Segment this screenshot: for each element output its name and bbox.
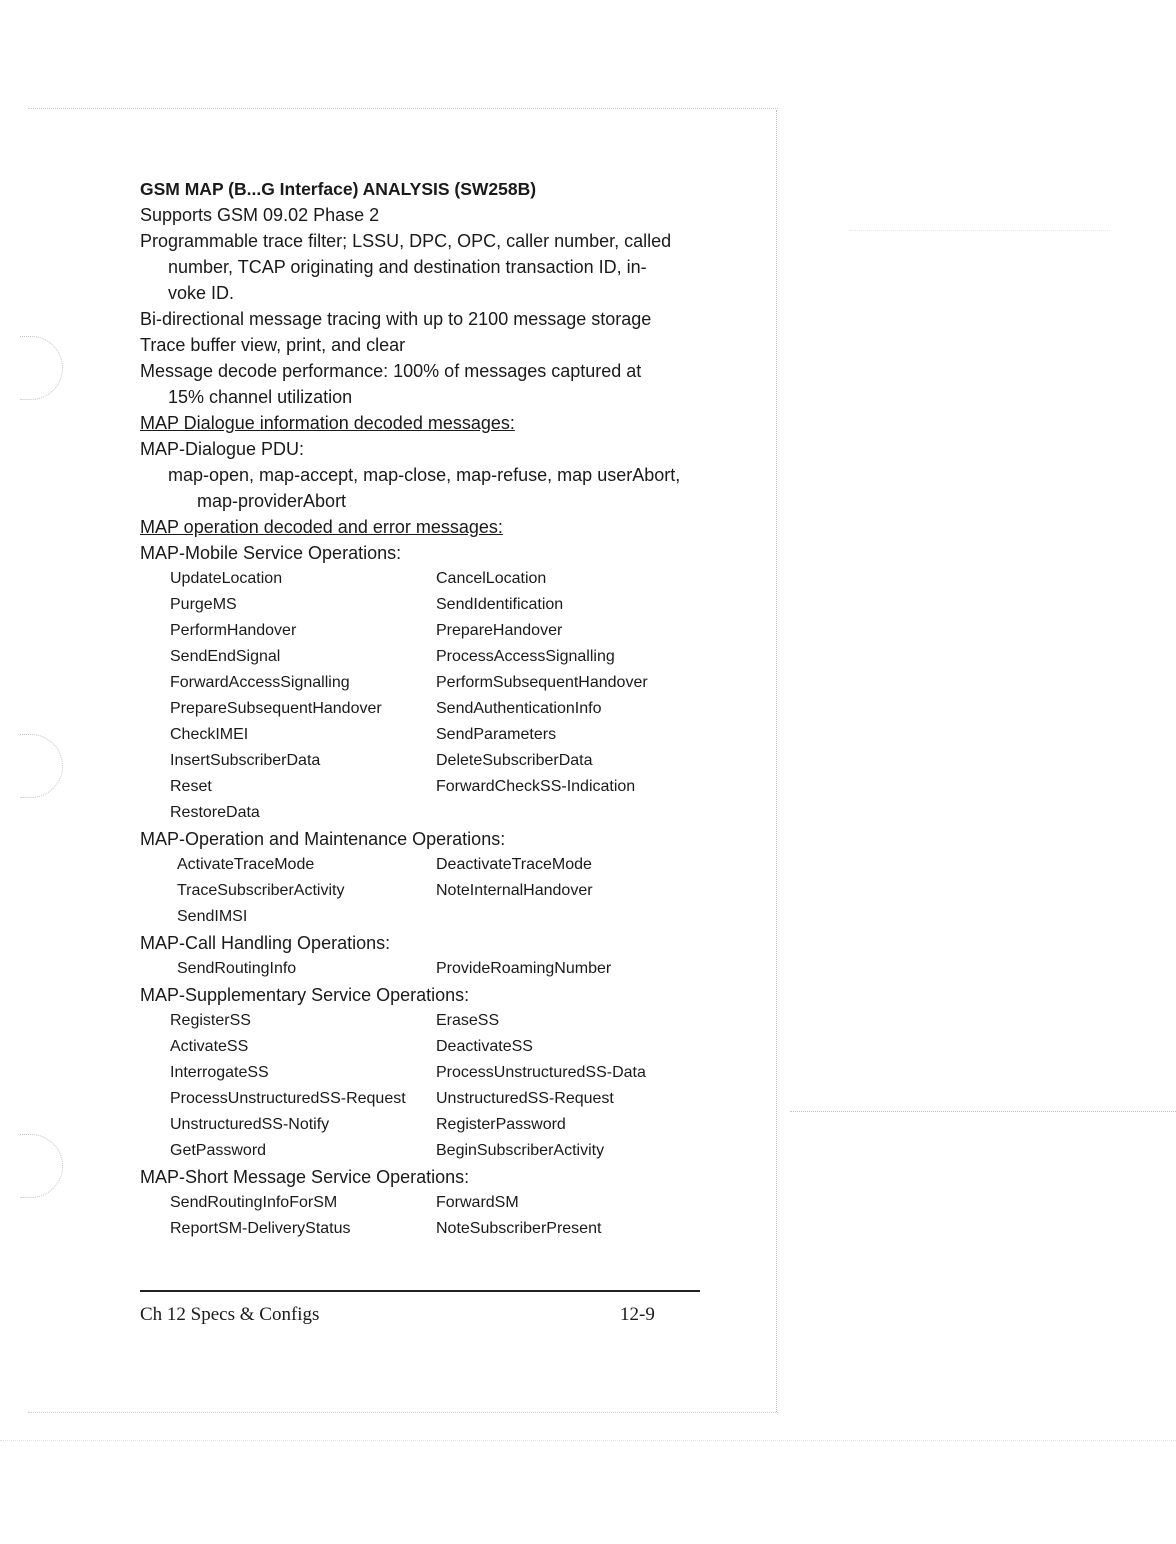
operation-name: GetPassword (170, 1142, 267, 1159)
operation-name: ProcessUnstructuredSS-Data (436, 1064, 646, 1081)
operation-name: EraseSS (436, 1012, 500, 1029)
operation-group-label: MAP-Operation and Maintenance Operations: (140, 829, 506, 849)
operation-row (140, 748, 700, 774)
operation-row (140, 1034, 700, 1060)
operation-name: CancelLocation (436, 570, 547, 587)
operation-name: RestoreData (170, 804, 260, 821)
operation-group-label: MAP-Supplementary Service Operations: (140, 985, 470, 1005)
operation-name: DeactivateTraceMode (436, 856, 592, 873)
operation-row (140, 1112, 700, 1138)
footer-chapter: Ch 12 Specs & Configs (140, 1304, 320, 1325)
dialogue-pdu-label: MAP-Dialogue PDU: (140, 439, 305, 459)
scan-artifact-line (790, 1111, 1176, 1112)
operation-name: SendParameters (436, 726, 557, 743)
operation-name: ForwardSM (436, 1194, 519, 1211)
operation-row (140, 1060, 700, 1086)
operation-row (140, 722, 700, 748)
operation-name: BeginSubscriberActivity (436, 1142, 605, 1159)
operation-name: SendIdentification (436, 596, 564, 613)
operation-name: ProcessUnstructuredSS-Request (170, 1090, 406, 1107)
operation-row (140, 592, 700, 618)
intro-line: number, TCAP originating and destination transaction ID, in- (168, 257, 647, 277)
intro-line: Programmable trace filter; LSSU, DPC, OPC, caller number, called (140, 231, 672, 251)
operation-name: SendAuthenticationInfo (436, 700, 602, 717)
operation-name: DeactivateSS (436, 1038, 533, 1055)
operation-name: ForwardCheckSS-Indication (436, 778, 636, 795)
operation-group-label: MAP-Mobile Service Operations: (140, 543, 402, 563)
operation-row (140, 1086, 700, 1112)
operations-groups (140, 540, 700, 1242)
intro-section (140, 202, 700, 410)
dialogue-pdu-line: map-open, map-accept, map-close, map-refuse, map userAbort, (168, 465, 681, 485)
operation-row (140, 878, 700, 904)
intro-line: Message decode performance: 100% of messages captured at (140, 361, 642, 381)
operation-row (140, 800, 700, 826)
intro-line: 15% channel utilization (168, 387, 353, 407)
operation-name: PrepareHandover (436, 622, 563, 639)
page-content (140, 176, 700, 1242)
operation-name: PerformHandover (170, 622, 297, 639)
intro-line: Trace buffer view, print, and clear (140, 335, 406, 355)
operation-row (140, 956, 700, 982)
intro-line: Supports GSM 09.02 Phase 2 (140, 205, 380, 225)
operation-row (140, 1190, 700, 1216)
operation-name: Reset (170, 778, 212, 795)
intro-line: voke ID. (168, 283, 235, 303)
operation-name: PerformSubsequentHandover (436, 674, 648, 691)
operation-name: ReportSM-DeliveryStatus (170, 1220, 351, 1237)
operation-row (140, 696, 700, 722)
operation-group-label: MAP-Call Handling Operations: (140, 933, 391, 953)
operation-row (140, 852, 700, 878)
scan-edge-line (0, 1440, 1176, 1441)
operation-row (140, 670, 700, 696)
operation-row (140, 1138, 700, 1164)
operation-group-label: MAP-Short Message Service Operations: (140, 1167, 470, 1187)
footer-rule (140, 1290, 700, 1292)
dialogue-pdu-line: map-providerAbort (197, 491, 347, 511)
binder-hole-icon (20, 734, 63, 798)
binder-hole-icon (20, 336, 63, 400)
operation-name: UnstructuredSS-Request (436, 1090, 614, 1107)
footer-page-number: 12-9 (620, 1304, 655, 1325)
intro-line: Bi-directional message tracing with up to 2100 message storage (140, 309, 652, 329)
operation-name: CheckIMEI (170, 726, 249, 743)
binder-hole-icon (20, 1134, 63, 1198)
operation-row (140, 774, 700, 800)
operation-name: SendEndSignal (170, 648, 281, 665)
operation-row (140, 644, 700, 670)
operation-name: TraceSubscriberActivity (177, 882, 345, 899)
operation-row (140, 1216, 700, 1242)
operation-name: UnstructuredSS-Notify (170, 1116, 330, 1133)
page-frame-bottom (28, 1412, 778, 1413)
operation-name: SendRoutingInfoForSM (170, 1194, 338, 1211)
operations-heading: MAP operation decoded and error messages: (140, 517, 503, 537)
operation-name: DeleteSubscriberData (436, 752, 593, 769)
dialogue-heading: MAP Dialogue information decoded messages: (140, 413, 515, 433)
page-title: GSM MAP (B...G Interface) ANALYSIS (SW258B) (140, 179, 537, 199)
scan-artifact-line (850, 230, 1110, 231)
operation-name: SendRoutingInfo (177, 960, 297, 977)
operation-name: RegisterPassword (436, 1116, 566, 1133)
operation-row (140, 904, 700, 930)
page-frame-right (776, 110, 777, 1412)
operation-name: InterrogateSS (170, 1064, 269, 1081)
operation-name: RegisterSS (170, 1012, 251, 1029)
operation-name: SendIMSI (177, 908, 248, 925)
operation-row (140, 566, 700, 592)
operation-name: ProvideRoamingNumber (436, 960, 612, 977)
operation-name: ProcessAccessSignalling (436, 648, 615, 665)
operation-name: NoteInternalHandover (436, 882, 593, 899)
operation-name: NoteSubscriberPresent (436, 1220, 602, 1237)
operation-name: UpdateLocation (170, 570, 283, 587)
page-frame-top (28, 108, 778, 109)
operation-name: InsertSubscriberData (170, 752, 321, 769)
operation-name: ActivateTraceMode (177, 856, 315, 873)
operation-name: PurgeMS (170, 596, 237, 613)
operation-name: PrepareSubsequentHandover (170, 700, 382, 717)
operation-row (140, 618, 700, 644)
operation-row (140, 1008, 700, 1034)
operation-name: ActivateSS (170, 1038, 249, 1055)
operation-name: ForwardAccessSignalling (170, 674, 350, 691)
